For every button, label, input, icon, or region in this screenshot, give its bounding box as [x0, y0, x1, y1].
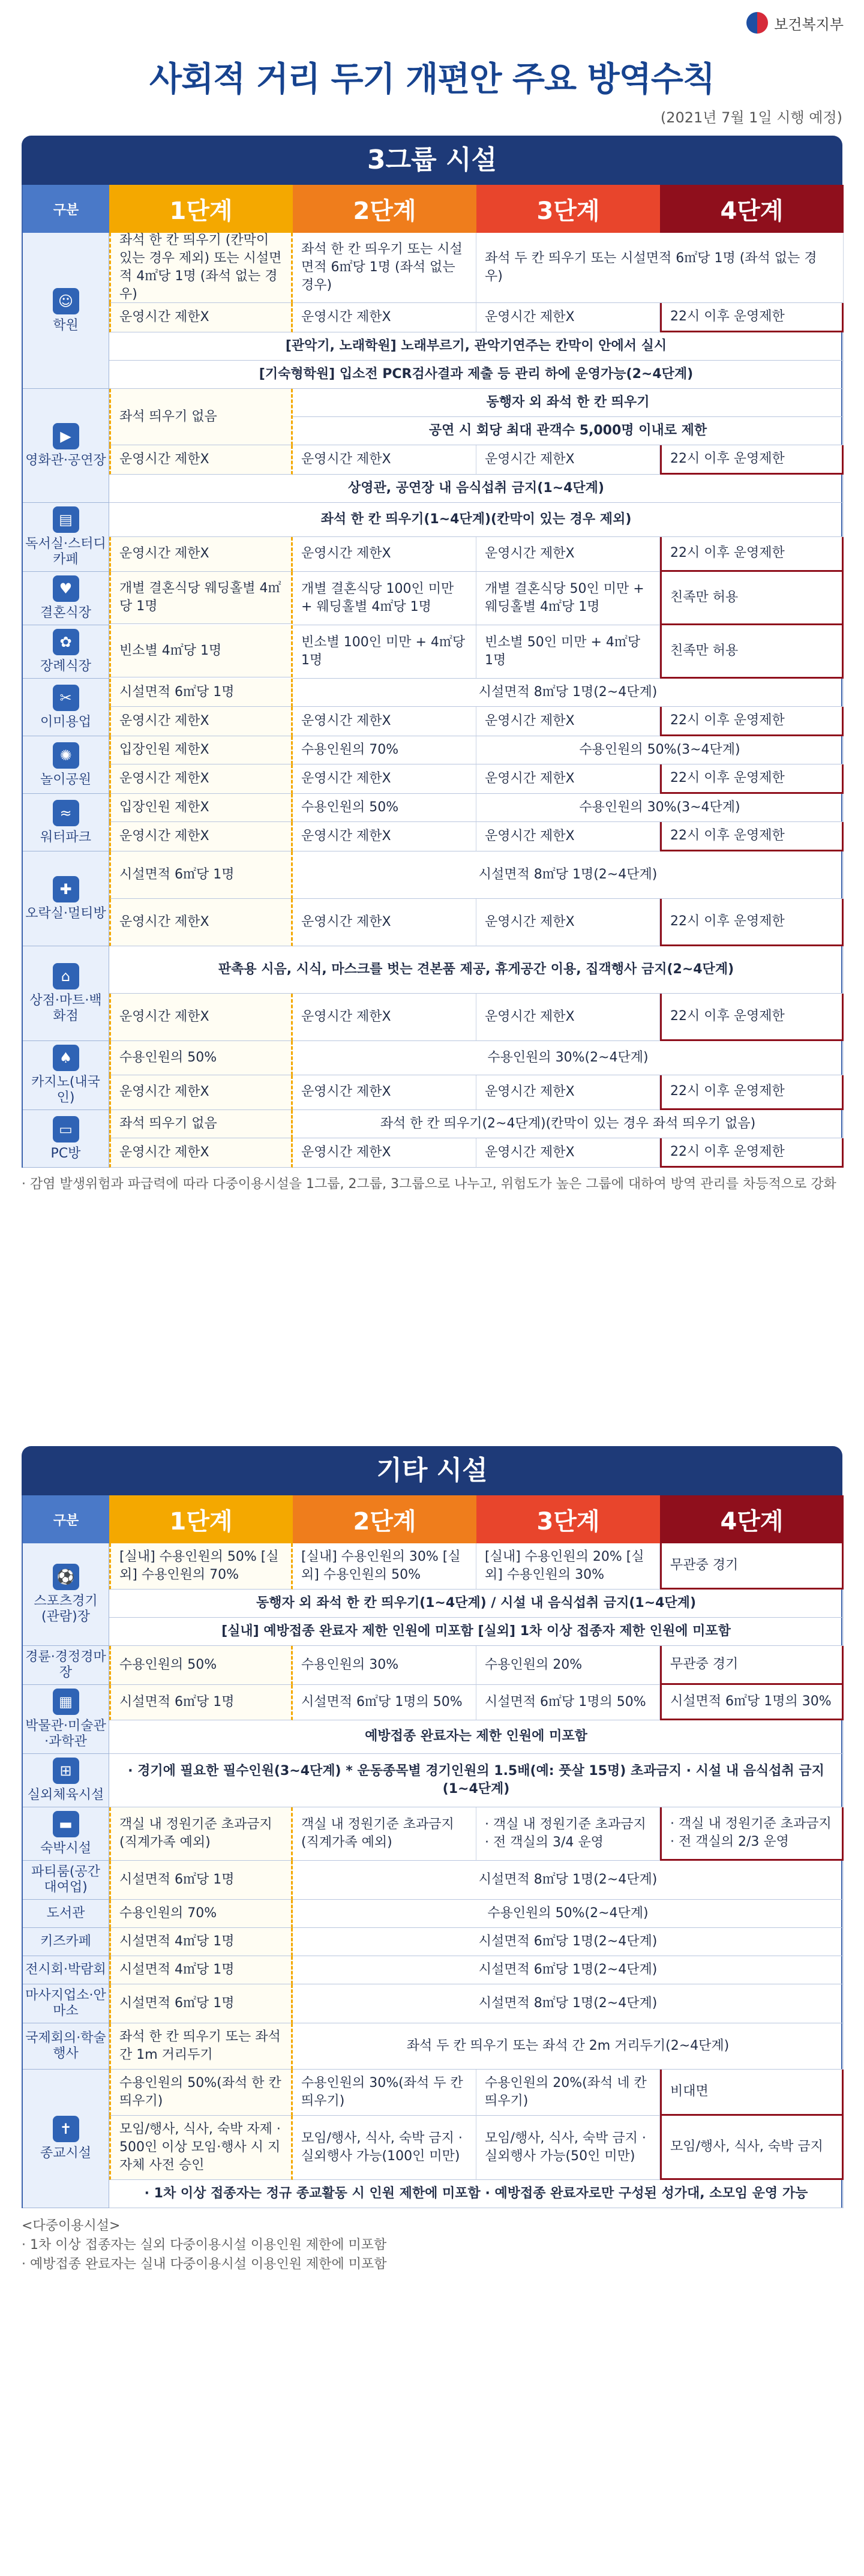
funeral-icon: ✿: [53, 629, 79, 655]
header-stage-1: 1단계: [109, 185, 293, 233]
table-cell: 무관중 경기: [660, 1543, 844, 1590]
table-cell: 운영시간 제한X: [293, 707, 476, 736]
table-cell: 동행자 외 좌석 한 칸 띄우기(1~4단계) / 시설 내 음식섭취 금지(1~4단계): [109, 1590, 844, 1618]
table-cell: 운영시간 제한X: [476, 994, 660, 1041]
footnote-line: · 예방접종 완료자는 실내 다중이용시설 이용인원 제한에 미포함: [22, 2257, 387, 2272]
table-cell: 22시 이후 운영제한: [660, 764, 844, 794]
court-icon: ⊞: [53, 1758, 79, 1784]
category-store: ⌂ 상점·마트·백화점: [23, 946, 109, 1041]
category-cinema: ▶ 영화관·공연장: [23, 389, 109, 503]
student-icon: ☺: [53, 288, 79, 314]
table-cell: 22시 이후 운영제한: [660, 1138, 844, 1168]
table-cell: 시설면적 4㎡당 1명: [109, 1928, 293, 1956]
table-cell: 시설면적 6㎡당 1명의 50%: [476, 1685, 660, 1720]
table-cell: 운영시간 제한X: [476, 764, 660, 794]
table-cell: 빈소별 4㎡당 1명: [109, 625, 293, 677]
header-stage-4: 4단계: [660, 185, 844, 233]
table-cell: 좌석 한 칸 띄우기 또는 좌석 간 1m 거리두기: [109, 2023, 293, 2070]
soccer-ball-icon: ⚽: [53, 1564, 79, 1590]
table-cell: 빈소별 50인 미만 + 4㎡당 1명: [476, 625, 660, 679]
table-cell: 운영시간 제한X: [293, 1075, 476, 1111]
table-cell: 시설면적 6㎡당 1명: [109, 1685, 293, 1720]
table-cell: 동행자 외 좌석 한 칸 띄우기: [293, 389, 844, 417]
category-lodging: ▬ 숙박시설: [23, 1807, 109, 1861]
table-cell: 공연 시 회당 최대 관객수 5,000명 이내로 제한: [293, 417, 844, 445]
table-cell: 수용인원의 70%: [109, 1900, 293, 1928]
cards-icon: ♠: [53, 1045, 79, 1071]
category-exhibition: 전시회·박람회: [23, 1956, 109, 1984]
church-icon: ✝: [53, 2116, 79, 2142]
table-cell: 시설면적 6㎡당 1명: [109, 851, 293, 899]
table-cell: 운영시간 제한X: [293, 1138, 476, 1168]
category-casino: ♠ 카지노(내국인): [23, 1041, 109, 1110]
table-cell: 운영시간 제한X: [476, 1075, 660, 1111]
table-cell: 수용인원의 50%(3~4단계): [476, 736, 844, 764]
table-cell: [실내] 예방접종 완료자 제한 인원에 미포함 [실외] 1차 이상 접종자 제한 인원에 미포함: [109, 1618, 844, 1646]
table-cell: 수용인원의 50%(좌석 한 칸 띄우기): [109, 2070, 293, 2116]
group3-table: [22, 185, 842, 1168]
category-amusement-park: ✺ 놀이공원: [23, 736, 109, 794]
table-cell: 운영시간 제한X: [293, 899, 476, 946]
table-cell: 모임/행사, 식사, 숙박 자제 · 500인 이상 모임·행사 시 지자체 사전 승인: [109, 2116, 293, 2180]
table-cell: 운영시간 제한X: [109, 822, 293, 851]
brand-logo: [746, 12, 844, 34]
table-cell: 운영시간 제한X: [476, 537, 660, 572]
category-kids-cafe: 키즈카페: [23, 1928, 109, 1956]
table-cell: 좌석 두 칸 띄우기 또는 좌석 간 2m 거리두기(2~4단계): [293, 2023, 844, 2070]
table-cell: 친족만 허용: [660, 625, 844, 679]
brand-name: 보건복지부: [774, 16, 844, 33]
table-cell: [실내] 수용인원의 50% [실외] 수용인원의 70%: [109, 1543, 293, 1590]
table-cell: 상영관, 공연장 내 음식섭취 금지(1~4단계): [109, 475, 844, 503]
table-cell: 입장인원 제한X: [109, 736, 293, 764]
table-cell: 22시 이후 운영제한: [660, 707, 844, 736]
category-party-room: 파티룸(공간 대여업): [23, 1861, 109, 1900]
ferris-wheel-icon: ✺: [53, 742, 79, 769]
table-cell: 수용인원의 50%: [109, 1041, 293, 1075]
table-cell: 22시 이후 운영제한: [660, 303, 844, 332]
table-cell: 시설면적 8㎡당 1명(2~4단계): [293, 1861, 844, 1900]
table-cell: 시설면적 6㎡당 1명의 30%: [660, 1685, 844, 1720]
category-massage: 마사지업소·안마소: [23, 1984, 109, 2023]
table-cell: 객실 내 정원기준 초과금지(직계가족 예외): [109, 1807, 293, 1861]
table-cell: 시설면적 6㎡당 1명: [109, 1984, 293, 2023]
table-cell: 수용인원의 50%: [293, 794, 476, 822]
table-cell: [관악기, 노래학원] 노래부르기, 관악기연주는 칸막이 안에서 실시: [109, 332, 844, 361]
table-cell: 좌석 띄우기 없음: [109, 1110, 293, 1138]
table-cell: 운영시간 제한X: [109, 1138, 293, 1168]
table-cell: 운영시간 제한X: [476, 445, 660, 475]
category-beauty-salon: ✂ 이미용업: [23, 679, 109, 736]
table-cell: 수용인원의 50%: [109, 1646, 293, 1685]
wave-icon: ≈: [53, 800, 79, 826]
table-cell: 운영시간 제한X: [293, 822, 476, 851]
museum-icon: ▦: [53, 1689, 79, 1715]
table-cell: 22시 이후 운영제한: [660, 899, 844, 946]
table-cell: 운영시간 제한X: [476, 707, 660, 736]
header-stage-3: 3단계: [476, 1495, 660, 1543]
scissors-icon: ✂: [53, 685, 79, 711]
category-academy: ☺ 학원: [23, 233, 109, 389]
table-cell: [실내] 수용인원의 20% [실외] 수용인원의 30%: [476, 1543, 660, 1590]
group3-footnote: · 감염 발생위험과 파급력에 따라 다중이용시설을 1그룹, 2그룹, 3그룹으로 나누고, 위험도가 높은 그룹에 대하여 방역 관리를 차등적으로 강화: [22, 1177, 836, 1192]
bed-icon: ▬: [53, 1811, 79, 1837]
table-cell: 개별 결혼식당 웨딩홀별 4㎡당 1명: [109, 572, 293, 624]
table-cell: 수용인원의 30%(2~4단계): [293, 1041, 844, 1075]
section-title: 기타 시설: [22, 1446, 842, 1495]
table-cell: 시설면적 6㎡당 1명: [109, 1861, 293, 1900]
table-cell: 시설면적 8㎡당 1명(2~4단계): [293, 679, 844, 707]
table-cell: 수용인원의 20%(좌석 네 칸 띄우기): [476, 2070, 660, 2116]
table-cell: 수용인원의 70%: [293, 736, 476, 764]
other-facilities-table: [22, 1495, 842, 2208]
header-stage-2: 2단계: [293, 1495, 476, 1543]
table-cell: [실내] 수용인원의 30% [실외] 수용인원의 50%: [293, 1543, 476, 1590]
table-cell: · 객실 내 정원기준 초과금지 · 전 객실의 3/4 운영: [476, 1807, 660, 1861]
table-cell: 운영시간 제한X: [476, 303, 660, 332]
table-cell: 빈소별 100인 미만 + 4㎡당 1명: [293, 625, 476, 679]
header-stage-4: 4단계: [660, 1495, 844, 1543]
government-emblem-icon: [746, 12, 768, 34]
table-cell: 운영시간 제한X: [476, 822, 660, 851]
footnote-line: · 1차 이상 접종자는 실외 다중이용시설 이용인원 제한에 미포함: [22, 2238, 387, 2253]
table-cell: 운영시간 제한X: [293, 994, 476, 1041]
table-cell: 운영시간 제한X: [476, 1138, 660, 1168]
table-cell: 운영시간 제한X: [293, 764, 476, 794]
table-cell: 22시 이후 운영제한: [660, 1075, 844, 1111]
table-cell: [기숙형학원] 입소전 PCR검사결과 제출 등 관리 하에 운영가능(2~4단계): [109, 361, 844, 389]
category-religious-facility: ✝ 종교시설: [23, 2070, 109, 2208]
table-cell: 모임/행사, 식사, 숙박 금지 · 실외행사 가능(50인 미만): [476, 2116, 660, 2180]
category-wedding-hall: ♥ 결혼식장: [23, 572, 109, 625]
category-water-park: ≈ 워터파크: [23, 794, 109, 851]
table-cell: 22시 이후 운영제한: [660, 822, 844, 851]
cake-icon: ♥: [53, 575, 79, 602]
other-facilities-section: [22, 1446, 842, 2274]
header-stage-1: 1단계: [109, 1495, 293, 1543]
footnote-title: <다중이용시설>: [22, 2218, 121, 2233]
table-cell: 친족만 허용: [660, 572, 844, 625]
table-cell: 운영시간 제한X: [476, 899, 660, 946]
table-cell: 개별 결혼식당 50인 미만 + 웨딩홀별 4㎡당 1명: [476, 572, 660, 625]
category-arcade: ✚ 오락실·멀티방: [23, 851, 109, 946]
table-cell: 22시 이후 운영제한: [660, 537, 844, 572]
table-cell: 운영시간 제한X: [109, 899, 293, 946]
other-footnote: [22, 2217, 842, 2274]
category-pc-room: ▭ PC방: [23, 1110, 109, 1168]
table-cell: 좌석 한 칸 띄우기(1~4단계)(칸막이 있는 경우 제외): [109, 503, 844, 537]
table-cell: 수용인원의 50%(2~4단계): [293, 1900, 844, 1928]
table-cell: 예방접종 완료자는 제한 인원에 미포함: [109, 1720, 844, 1755]
category-library: 도서관: [23, 1900, 109, 1928]
category-outdoor-sports: ⊞ 실외체육시설: [23, 1754, 109, 1807]
table-cell: 모임/행사, 식사, 숙박 금지 · 실외행사 가능(100인 미만): [293, 2116, 476, 2180]
section-title: 3그룹 시설: [22, 136, 842, 185]
table-cell: 운영시간 제한X: [109, 537, 293, 572]
table-cell: 수용인원의 20%: [476, 1646, 660, 1685]
table-cell: 객실 내 정원기준 초과금지(직계가족 예외): [293, 1807, 476, 1861]
book-icon: ▤: [53, 506, 79, 533]
table-cell: 운영시간 제한X: [293, 445, 476, 475]
table-cell: 수용인원의 30%(좌석 두 칸 띄우기): [293, 2070, 476, 2116]
table-cell: 운영시간 제한X: [293, 537, 476, 572]
table-cell: 운영시간 제한X: [109, 764, 293, 794]
table-cell: 운영시간 제한X: [109, 1075, 293, 1111]
store-icon: ⌂: [53, 963, 79, 989]
table-cell: 22시 이후 운영제한: [660, 445, 844, 475]
table-cell: 좌석 한 칸 띄우기 또는 시설면적 6㎡당 1명 (좌석 없는 경우): [293, 233, 476, 303]
table-cell: 좌석 두 칸 띄우기 또는 시설면적 6㎡당 1명 (좌석 없는 경우): [476, 233, 844, 303]
clapperboard-icon: ▶: [53, 423, 79, 449]
table-cell: · 경기에 필요한 필수인원(3~4단계) * 운동종목별 경기인원의 1.5배(예: 풋살 15명) 초과금지 · 시설 내 음식섭취 금지(1~4단계): [109, 1754, 844, 1807]
category-museum: ▦ 박물관·미술관·과학관: [23, 1685, 109, 1754]
category-sports-stadium: ⚽ 스포츠경기(관람)장: [23, 1543, 109, 1646]
table-cell: · 객실 내 정원기준 초과금지 · 전 객실의 2/3 운영: [660, 1807, 844, 1861]
table-cell: 시설면적 6㎡당 1명(2~4단계): [293, 1928, 844, 1956]
table-cell: · 1차 이상 접종자는 정규 종교활동 시 인원 제한에 미포함 · 예방접종 완료자로만 구성된 성가대, 소모임 운영 가능: [109, 2180, 844, 2208]
effective-date-note: (2021년 7월 1일 시행 예정): [660, 109, 842, 126]
table-cell: 수용인원의 30%(3~4단계): [476, 794, 844, 822]
gamepad-icon: ✚: [53, 876, 79, 902]
table-cell: 운영시간 제한X: [109, 445, 293, 475]
table-cell: 좌석 띄우기 없음: [109, 389, 293, 445]
table-cell: 시설면적 6㎡당 1명: [109, 679, 293, 707]
table-cell: 좌석 한 칸 띄우기(2~4단계)(칸막이 있는 경우 좌석 띄우기 없음): [293, 1110, 844, 1138]
table-cell: 운영시간 제한X: [109, 303, 293, 332]
category-racetrack: 경륜·경정경마장: [23, 1646, 109, 1685]
header-stage-3: 3단계: [476, 185, 660, 233]
header-category: 구분: [23, 1495, 109, 1543]
page-title: 사회적 거리 두기 개편안 주요 방역수칙: [149, 60, 715, 99]
table-cell: 수용인원의 30%: [293, 1646, 476, 1685]
table-cell: 비대면: [660, 2070, 844, 2116]
table-cell: 시설면적 6㎡당 1명의 50%: [293, 1685, 476, 1720]
table-cell: 운영시간 제한X: [109, 994, 293, 1041]
table-cell: 22시 이후 운영제한: [660, 994, 844, 1041]
table-cell: 판촉용 시음, 시식, 마스크를 벗는 견본품 제공, 휴게공간 이용, 집객행사 금지(2~4단계): [109, 946, 844, 994]
category-conference: 국제회의·학술행사: [23, 2023, 109, 2070]
table-cell: 운영시간 제한X: [109, 707, 293, 736]
category-study-cafe: ▤ 독서실·스터디카페: [23, 503, 109, 572]
table-cell: 운영시간 제한X: [293, 303, 476, 332]
table-cell: 무관중 경기: [660, 1646, 844, 1685]
table-cell: 개별 결혼식당 100인 미만 + 웨딩홀별 4㎡당 1명: [293, 572, 476, 625]
table-cell: 좌석 한 칸 띄우기 (칸막이 있는 경우 제외) 또는 시설면적 4㎡당 1명 (좌석 없는 경우): [109, 233, 293, 303]
table-cell: 시설면적 4㎡당 1명: [109, 1956, 293, 1984]
header-stage-2: 2단계: [293, 185, 476, 233]
group3-section: [22, 136, 842, 1194]
table-cell: 시설면적 8㎡당 1명(2~4단계): [293, 1984, 844, 2023]
table-cell: 모임/행사, 식사, 숙박 금지: [660, 2116, 844, 2180]
monitor-icon: ▭: [53, 1116, 79, 1142]
table-cell: 시설면적 6㎡당 1명(2~4단계): [293, 1956, 844, 1984]
category-funeral-hall: ✿ 장례식장: [23, 625, 109, 679]
header-category: 구분: [23, 185, 109, 233]
table-cell: 시설면적 8㎡당 1명(2~4단계): [293, 851, 844, 899]
table-cell: 입장인원 제한X: [109, 794, 293, 822]
